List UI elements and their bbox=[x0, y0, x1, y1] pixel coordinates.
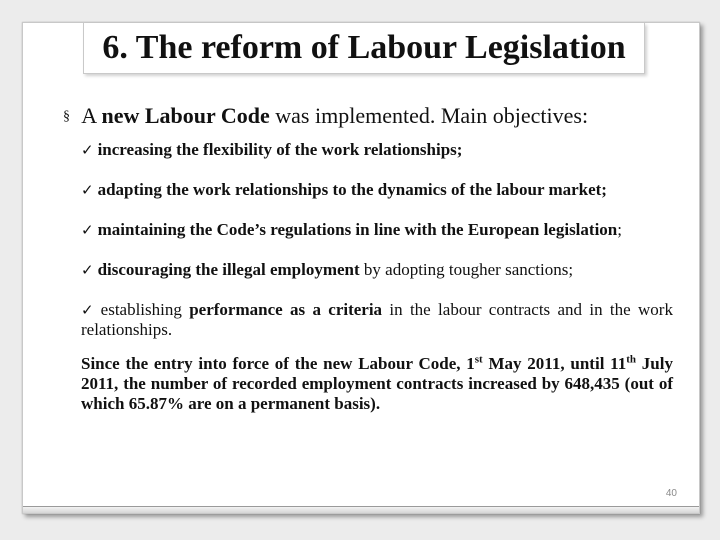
check-icon: ✓ bbox=[81, 221, 94, 239]
objective-rest: ; bbox=[617, 220, 622, 239]
slide-content bbox=[59, 103, 673, 414]
objective-bold: maintaining the Code’s regulations in line with the European legislation bbox=[97, 220, 618, 239]
objective-bold: performance as a criteria bbox=[189, 300, 383, 319]
objective-rest: in the labour contracts and in the work relationships. bbox=[81, 300, 673, 339]
title-box bbox=[83, 23, 645, 74]
summary-part1: Since the entry into force of the new Labour Code, 1 bbox=[81, 354, 475, 373]
summary-sup1: st bbox=[474, 353, 483, 366]
summary-sup2: th bbox=[626, 353, 637, 366]
objective-item bbox=[81, 260, 673, 280]
objective-item bbox=[81, 300, 673, 340]
objectives-list bbox=[81, 140, 673, 340]
objective-bold: discouraging the illegal employment bbox=[97, 260, 360, 279]
objective-pre: establishing bbox=[100, 300, 190, 319]
main-bullet-prefix: A bbox=[81, 103, 102, 128]
main-bullet bbox=[63, 103, 673, 130]
summary-paragraph bbox=[81, 354, 673, 414]
main-bullet-rest: was implemented. Main objectives: bbox=[269, 103, 589, 128]
footer-bar bbox=[23, 506, 699, 513]
objective-bold: increasing the flexibility of the work relationships; bbox=[97, 140, 463, 159]
slide bbox=[22, 22, 700, 514]
check-icon: ✓ bbox=[81, 301, 97, 319]
section-bullet-icon: § bbox=[63, 109, 70, 124]
check-icon: ✓ bbox=[81, 141, 94, 159]
objective-rest: by adopting tougher sanctions; bbox=[359, 260, 574, 279]
check-icon: ✓ bbox=[81, 181, 94, 199]
main-bullet-bold: new Labour Code bbox=[101, 103, 270, 128]
page-number: 40 bbox=[665, 488, 677, 499]
objective-item bbox=[81, 220, 673, 240]
objective-item bbox=[81, 180, 673, 200]
objective-item bbox=[81, 140, 673, 160]
slide-title: 6. The reform of Labour Legislation bbox=[102, 29, 626, 66]
summary-part2: May 2011, until 11 bbox=[482, 354, 627, 373]
objective-bold: adapting the work relationships to the dynamics of the labour market; bbox=[97, 180, 607, 199]
summary-part3: July 2011, the number of recorded employment contracts increased by 648,435 (out of which 65.87% are on a permanent basis). bbox=[81, 354, 673, 413]
check-icon: ✓ bbox=[81, 261, 94, 279]
